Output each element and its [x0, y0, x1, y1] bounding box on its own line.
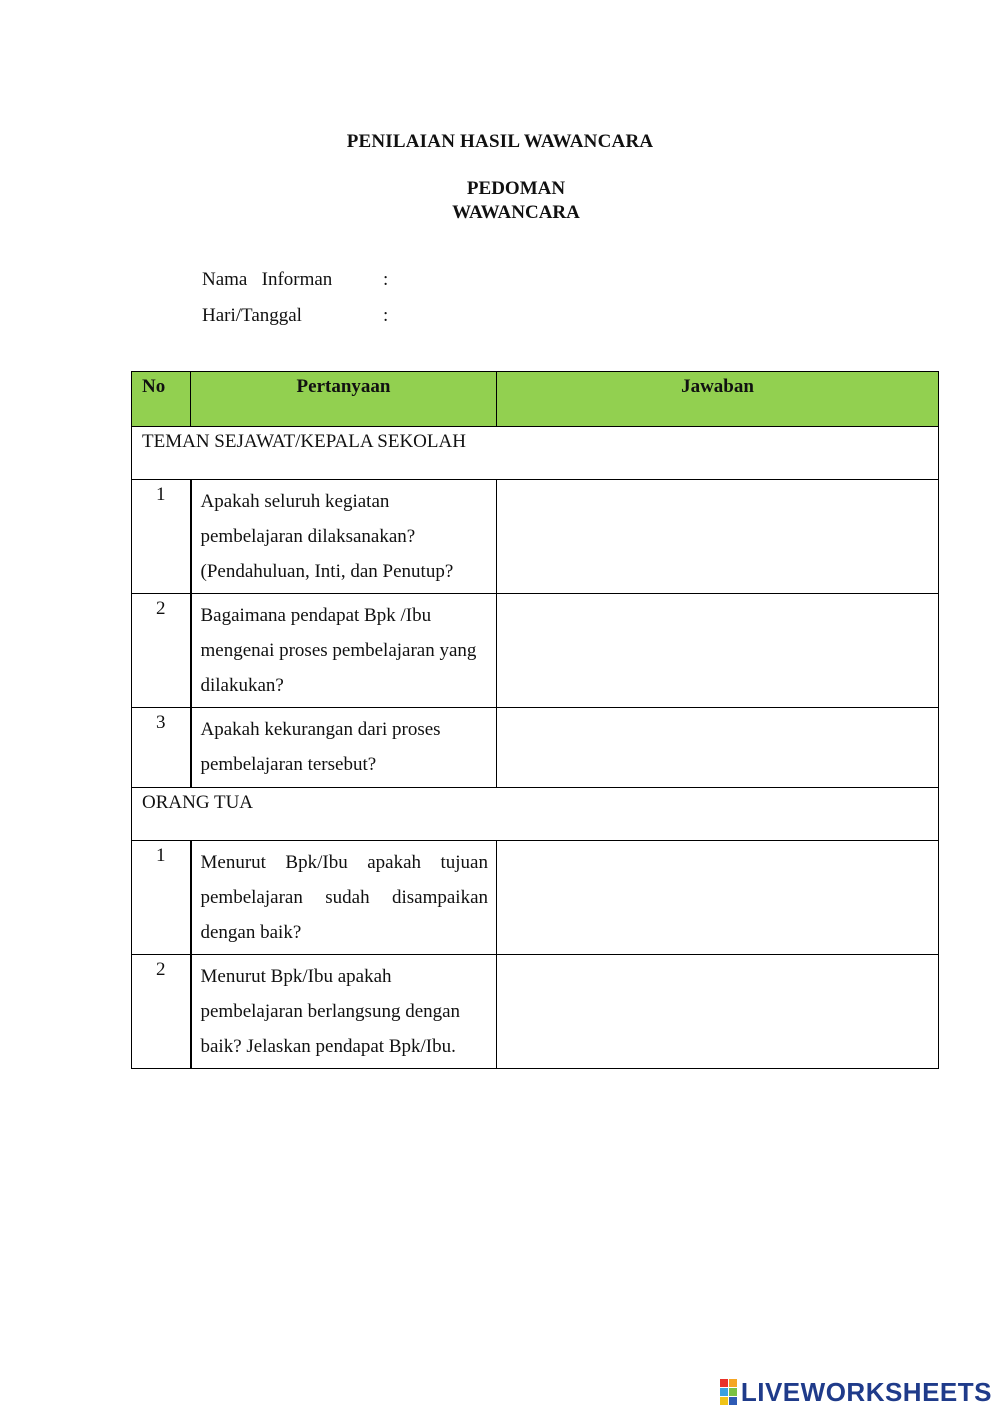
table-row [132, 841, 939, 955]
subtitle-line-2: WAWANCARA [452, 202, 580, 223]
answer-cell[interactable] [497, 480, 939, 594]
field-label-hari-tanggal: Hari/Tanggal [202, 305, 302, 326]
table-header-row [132, 372, 939, 427]
table-row [132, 955, 939, 1069]
question-cell: Apakah seluruh kegiatan pembelajaran dilaksanakan? (Pendahuluan, Inti, dan Penutup? [191, 480, 497, 594]
subtitle-line-1: PEDOMAN [466, 178, 566, 199]
field-colon-nama-informan: : [383, 269, 389, 290]
question-cell: Menurut Bpk/Ibu apakah tujuan pembelajaran sudah disampaikan dengan baik? [191, 841, 497, 955]
page-subtitle [400, 177, 632, 225]
row-number: 1 [132, 841, 191, 955]
table-row [132, 480, 939, 594]
liveworksheets-logo-icon [720, 1379, 737, 1405]
question-cell: Apakah kekurangan dari proses pembelajaran tersebut? [191, 708, 497, 788]
page-title: PENILAIAN HASIL WAWANCARA [346, 131, 654, 152]
answer-cell[interactable] [497, 841, 939, 955]
watermark-logo [720, 1377, 992, 1407]
answer-cell[interactable] [497, 708, 939, 788]
watermark-text: LIVEWORKSHEETS [740, 1376, 992, 1407]
answer-cell[interactable] [497, 955, 939, 1069]
answer-cell[interactable] [497, 594, 939, 708]
question-cell: Menurut Bpk/Ibu apakah pembelajaran berlangsung dengan baik? Jelaskan pendapat Bpk/Ibu. [191, 955, 497, 1069]
row-number: 3 [132, 708, 191, 788]
header-question: Pertanyaan [191, 372, 497, 427]
table-row [132, 594, 939, 708]
table-row [132, 708, 939, 788]
header-answer: Jawaban [497, 372, 939, 427]
row-number: 2 [132, 955, 191, 1069]
section-row-orang-tua [132, 788, 939, 841]
field-label-nama-informan: Nama Informan [202, 269, 333, 290]
row-number: 1 [132, 480, 191, 594]
section-row-teman-sejawat [132, 427, 939, 480]
section-title: TEMAN SEJAWAT/KEPALA SEKOLAH [132, 427, 939, 480]
row-number: 2 [132, 594, 191, 708]
header-no: No [132, 372, 191, 427]
interview-table [131, 371, 939, 1069]
field-colon-hari-tanggal: : [383, 305, 389, 326]
question-cell: Bagaimana pendapat Bpk /Ibu mengenai proses pembelajaran yang dilakukan? [191, 594, 497, 708]
section-title: ORANG TUA [132, 788, 939, 841]
